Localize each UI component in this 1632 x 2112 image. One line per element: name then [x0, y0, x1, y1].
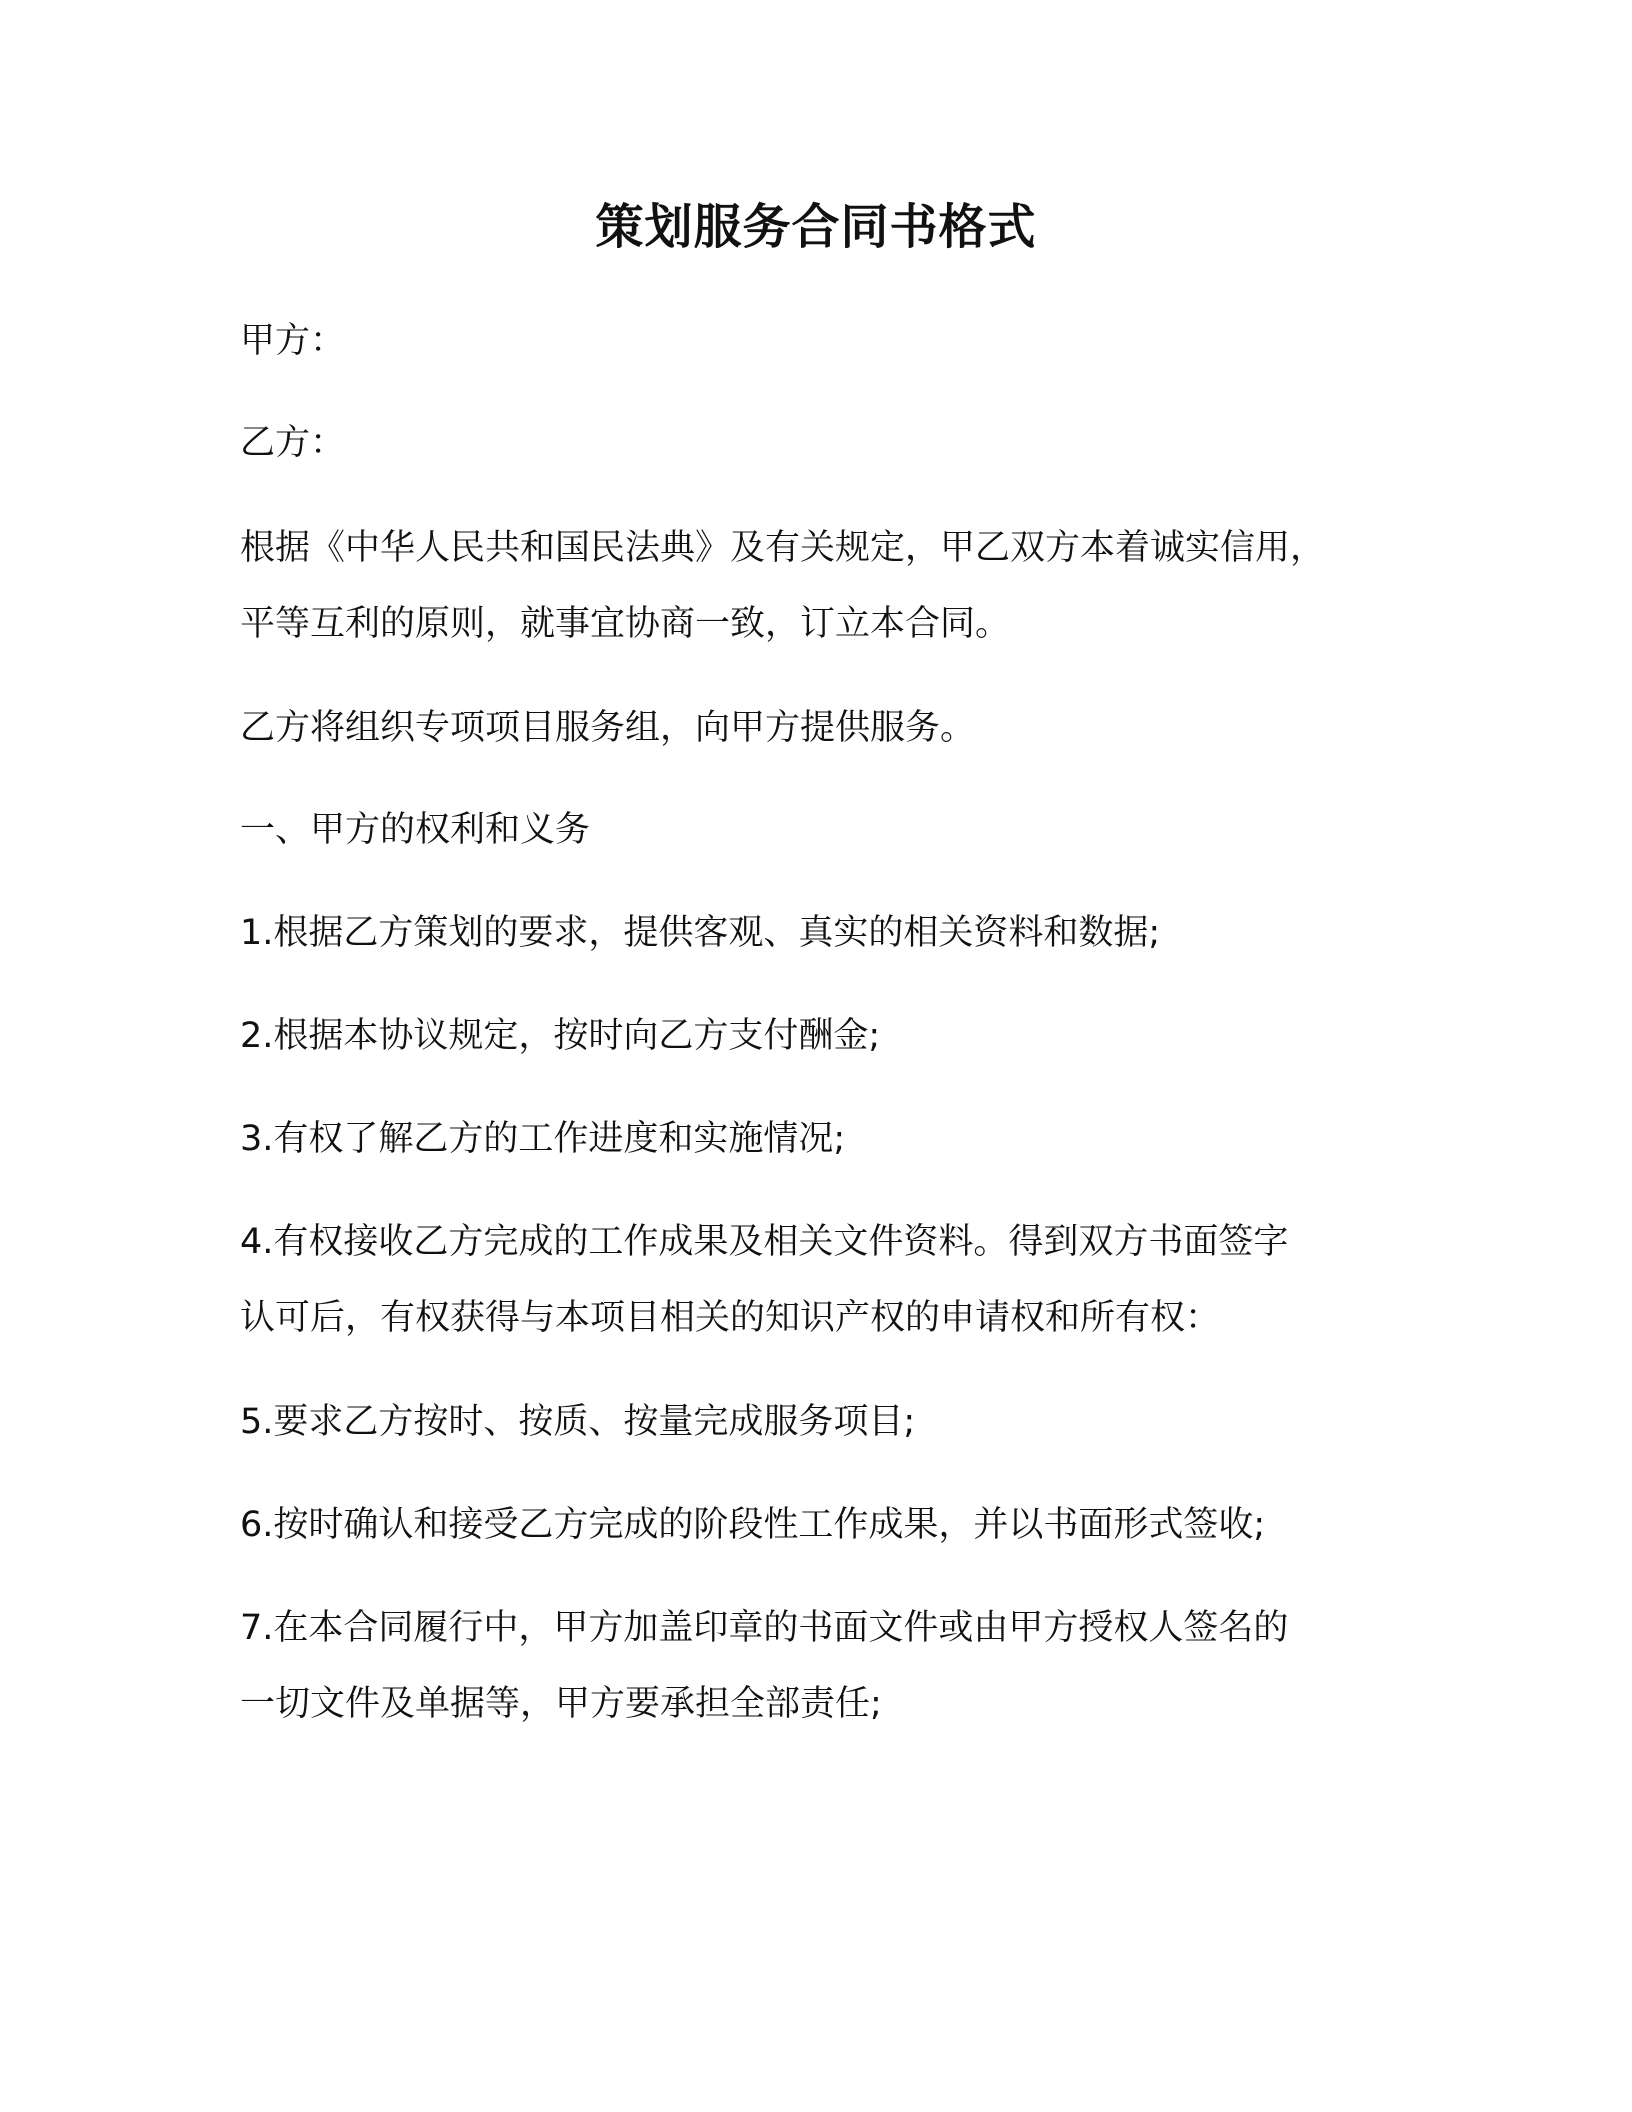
preamble-line-2: 平等互利的原则，就事宜协商一致，订立本合同。	[240, 604, 1011, 644]
service-statement: 乙方将组织专项项目服务组，向甲方提供服务。	[240, 708, 976, 748]
clause-3: 3.有权了解乙方的工作进度和实施情况;	[240, 1119, 846, 1159]
party-a-label: 甲方：	[240, 321, 346, 361]
document-title: 策划服务合同书格式	[595, 199, 1037, 255]
section-1-heading: 一、甲方的权利和义务	[240, 810, 591, 850]
clause-2: 2.根据本协议规定，按时向乙方支付酬金;	[240, 1016, 881, 1056]
clause-7-line-1: 7.在本合同履行中，甲方加盖印章的书面文件或由甲方授权人签名的	[240, 1608, 1289, 1648]
clause-7-line-2: 一切文件及单据等，甲方要承担全部责任;	[240, 1684, 882, 1724]
clause-4-line-1: 4.有权接收乙方完成的工作成果及相关文件资料。得到双方书面签字	[240, 1222, 1289, 1262]
clause-4-line-2: 认可后，有权获得与本项目相关的知识产权的申请权和所有权：	[240, 1298, 1221, 1338]
party-b-label: 乙方：	[240, 423, 346, 463]
clause-1: 1.根据乙方策划的要求，提供客观、真实的相关资料和数据;	[240, 913, 1161, 953]
preamble-line-1: 根据《中华人民共和国民法典》及有关规定，甲乙双方本着诚实信用，	[240, 528, 1326, 568]
clause-5: 5.要求乙方按时、按质、按量完成服务项目;	[240, 1402, 916, 1442]
clause-6: 6.按时确认和接受乙方完成的阶段性工作成果，并以书面形式签收;	[240, 1505, 1266, 1545]
